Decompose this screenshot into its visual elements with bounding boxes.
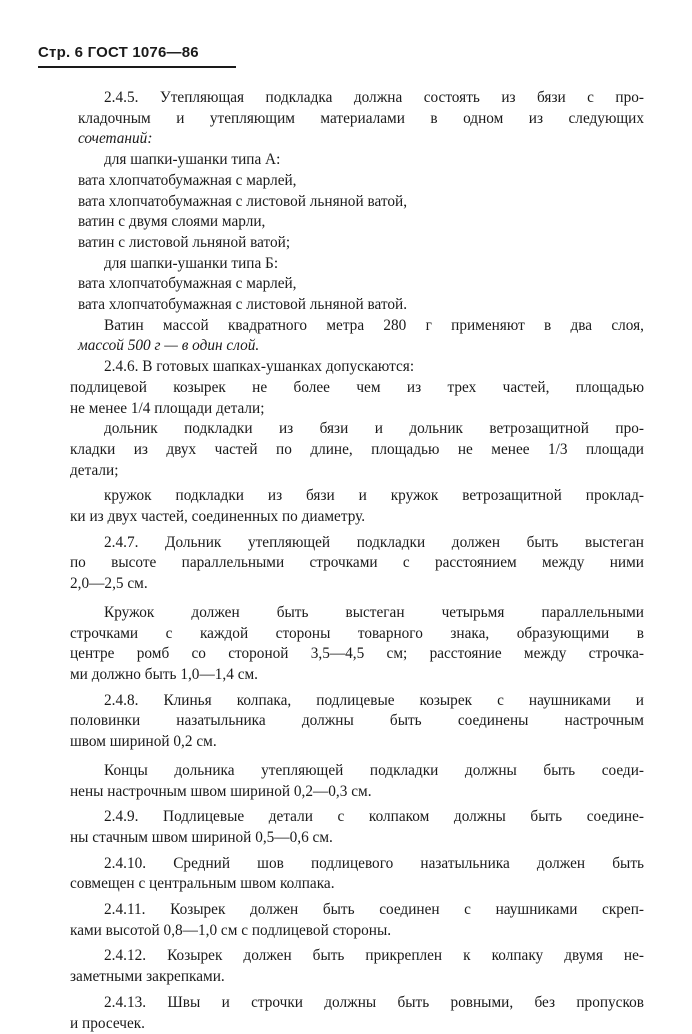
text-line: 2.4.8. Клинья колпака, подлицевые козырек с наушниками и bbox=[104, 691, 644, 709]
text-line: 2.4.6. В готовых шапках-ушанках допускаются: bbox=[104, 358, 415, 376]
text-line: заметными закрепками. bbox=[70, 968, 225, 986]
text-line: по высоте параллельными строчками с расстоянием между ними bbox=[70, 554, 644, 572]
text-line: вата хлопчатобумажная с марлей, bbox=[78, 275, 297, 293]
italic-text: сочетаний: bbox=[78, 130, 153, 148]
text-line bbox=[78, 603, 644, 624]
section-2-4-5 bbox=[78, 88, 644, 357]
text-line: швом шириной 0,2 см. bbox=[70, 733, 217, 751]
section-2-4-13 bbox=[70, 993, 644, 1034]
text-line: ки из двух частей, соединенных по диаметру. bbox=[70, 508, 366, 526]
text-line: 2.4.10. Средний шов подлицевого назатыльника должен быть bbox=[104, 854, 644, 872]
text-line: 2.4.7. Дольник утепляющей подкладки должен быть выстеган bbox=[104, 533, 644, 551]
text-line: совмещен с центральным швом колпака. bbox=[70, 875, 335, 893]
text-line bbox=[78, 129, 644, 150]
text-line: для шапки-ушанки типа А: bbox=[104, 151, 281, 169]
section-2-4-10 bbox=[70, 854, 644, 895]
text-line: 2,0—2,5 см. bbox=[70, 575, 148, 593]
text-line: ны стачным швом шириной 0,5—0,6 см. bbox=[70, 828, 333, 846]
text-line: подлицевой козырек не более чем из трех частей, площадью bbox=[70, 378, 644, 396]
text-line: вата хлопчатобумажная с листовой льняной ватой, bbox=[78, 192, 408, 210]
text-line: вата хлопчатобумажная с марлей, bbox=[78, 171, 297, 189]
text-line: Ватин массой квадратного метра 280 г применяют в два слоя, bbox=[104, 316, 644, 334]
text-run: Кружок должен быть выстеган четырьмя параллельными bbox=[104, 603, 644, 621]
page-header: Стр. 6 ГОСТ 1076—86 bbox=[38, 44, 199, 61]
italic-text: массой 500 г — в один слой. bbox=[78, 337, 260, 355]
text-line: и просечек. bbox=[70, 1014, 145, 1032]
section-2-4-12 bbox=[70, 946, 644, 987]
text-line: детали; bbox=[70, 461, 119, 479]
header-rule bbox=[38, 66, 236, 68]
text-line: кружок подкладки из бязи и кружок ветрозащитной проклад- bbox=[104, 487, 644, 505]
text-line bbox=[78, 336, 644, 357]
text-line: 2.4.9. Подлицевые детали с колпаком должны быть соедине- bbox=[104, 808, 644, 826]
text-line: для шапки-ушанки типа Б: bbox=[104, 254, 279, 272]
text-line: центре ромб со стороной 3,5—4,5 см; расстояние между строчка- bbox=[70, 645, 644, 663]
text-line: половинки назатыльника должны быть соединены настрочным bbox=[70, 712, 644, 730]
text-line: ватин с двумя слоями марли, bbox=[78, 213, 266, 231]
section-2-4-6 bbox=[70, 357, 644, 528]
text-line: вата хлопчатобумажная с листовой льняной ватой. bbox=[78, 296, 408, 314]
document-body bbox=[70, 88, 644, 1034]
text-line: Концы дольника утепляющей подкладки должны быть соеди- bbox=[104, 761, 644, 779]
text-line: 2.4.11. Козырек должен быть соединен с наушниками скреп- bbox=[104, 901, 644, 919]
section-2-4-9 bbox=[70, 807, 644, 848]
text-line: дольник подкладки из бязи и дольник ветрозащитной про- bbox=[104, 420, 644, 438]
text-line: 2.4.12. Козырек должен быть прикреплен к колпаку двумя не- bbox=[104, 947, 644, 965]
text-line: ми должно быть 1,0—1,4 см. bbox=[70, 665, 258, 683]
text-line: нены настрочным швом шириной 0,2—0,3 см. bbox=[70, 782, 372, 800]
section-2-4-11 bbox=[70, 900, 644, 941]
text-line: строчками с каждой стороны товарного знака, образующими в bbox=[70, 624, 644, 642]
text-line: не менее 1/4 площади детали; bbox=[70, 399, 265, 417]
text-line: ками высотой 0,8—1,0 см с подлицевой стороны. bbox=[70, 921, 392, 939]
text-line: ватин с листовой льняной ватой; bbox=[78, 233, 291, 251]
section-2-4-7 bbox=[70, 533, 644, 686]
text-line: 2.4.5. Утепляющая подкладка должна состоять из бязи с про- bbox=[104, 89, 644, 106]
section-2-4-8 bbox=[70, 691, 644, 803]
text-line: 2.4.13. Швы и строчки должны быть ровными, без пропусков bbox=[104, 993, 644, 1011]
text-line: кладки из двух частей по длине, площадью не менее 1/3 площади bbox=[70, 440, 644, 458]
text-line: кладочным и утепляющим материалами в одном из следующих bbox=[78, 109, 644, 127]
